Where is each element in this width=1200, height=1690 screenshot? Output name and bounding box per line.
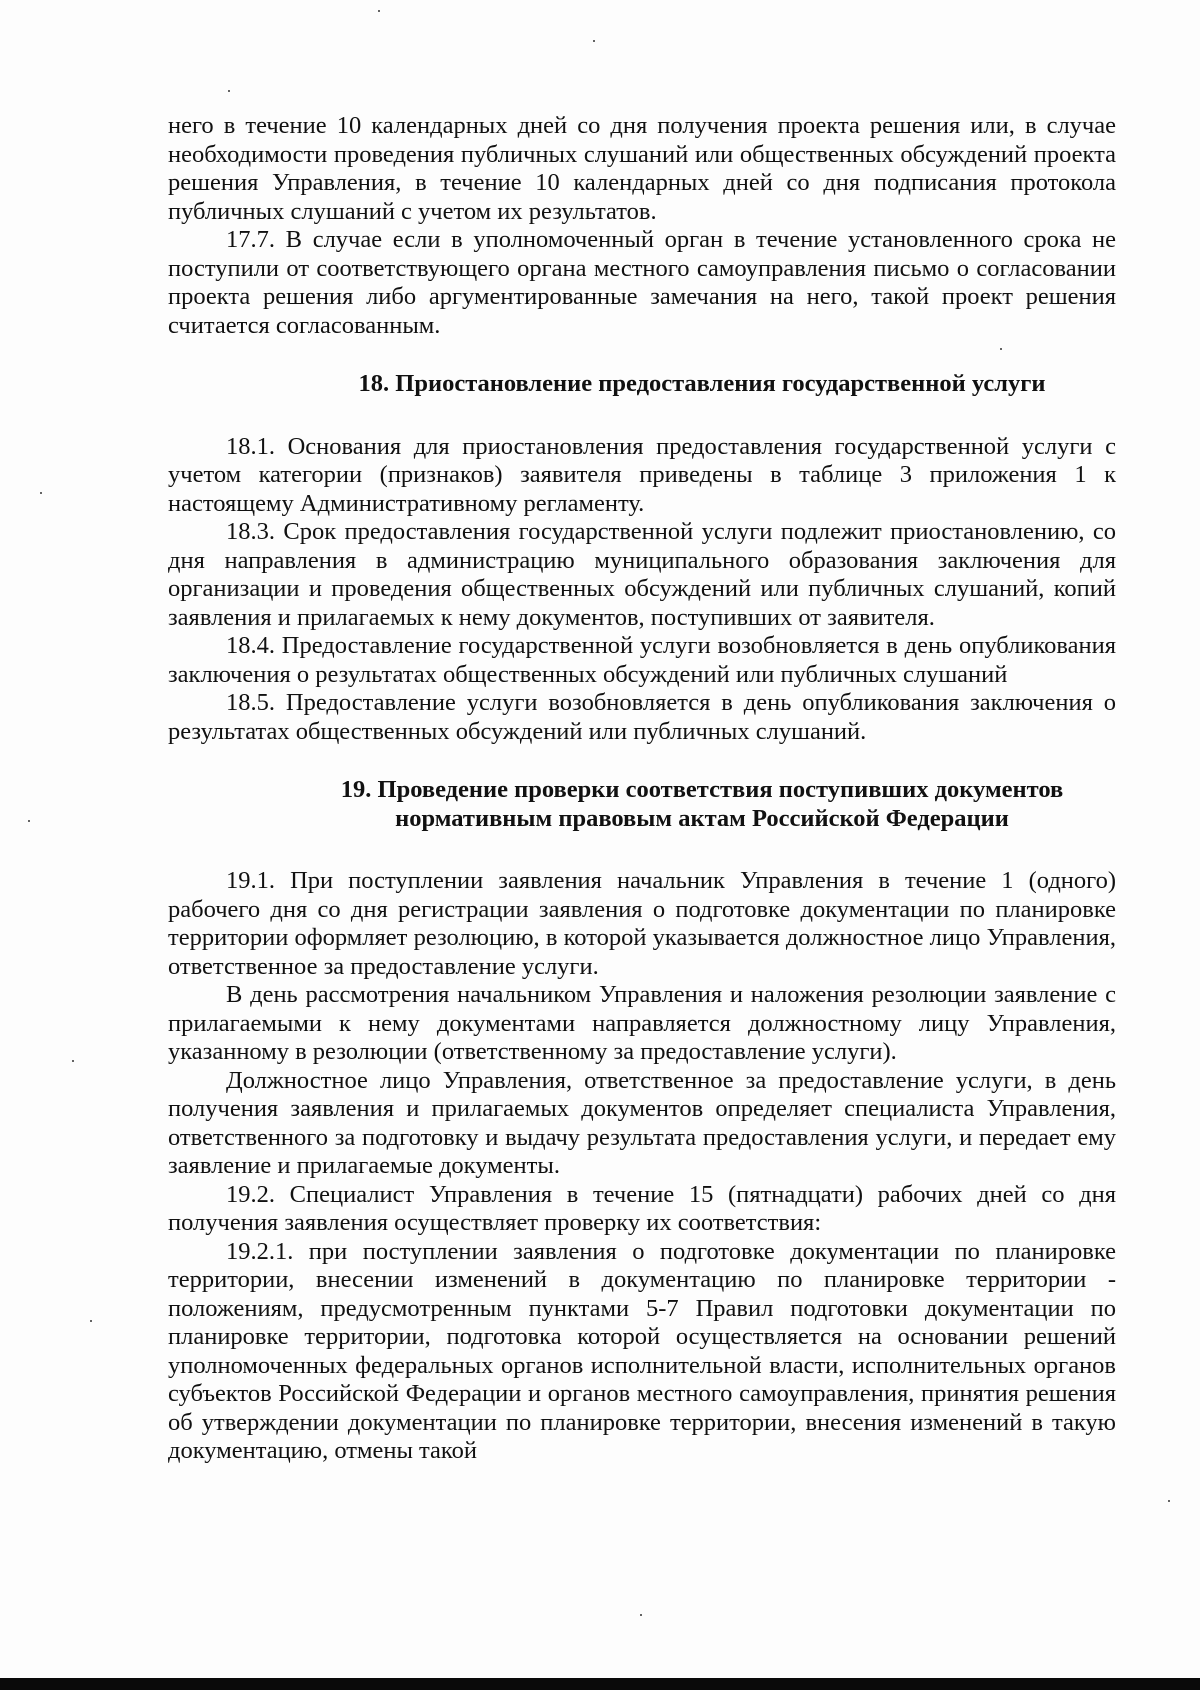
scan-speck — [228, 90, 230, 92]
paragraph-19-1-official: Должностное лицо Управления, ответственное за предоставление услуги, в день получения заявления и прилагаемых документов определяет специалиста Управления, ответственного за подготовку и выдачу результата предоставления услуги, и передает ему заявление и прилагаемые документы. — [168, 1066, 1116, 1179]
section-18-heading: 18. Приостановление предоставления государственной услуги — [358, 370, 1046, 397]
paragraph-19-2-1: 19.2.1. при поступлении заявления о подготовке документации по планировке территории, внесении изменений в документацию по планировке территории - положениям, предусмотренным пунктами 5-7 Правил подготовки документации по планировке территории, подготовка которой осуществляется на основании решений уполномоченных федеральных органов исполнительной власти, исполнительных органов субъектов Российской Федерации и органов местного самоуправления, принятия решения об утверждении документации по планировке территории, внесения изменений в такую документацию, отмены такой — [168, 1237, 1116, 1464]
scan-edge-bar — [0, 1678, 1200, 1690]
paragraph-17-7: 17.7. В случае если в уполномоченный орган в течение установленного срока не поступили от соответствующего органа местного самоуправления письмо о согласовании проекта решения либо аргументированные замечания на него, такой проект решения считается согласованным. — [168, 226, 1116, 339]
paragraph-18-5: 18.5. Предоставление услуги возобновляется в день опубликования заключения о результатах общественных обсуждений или публичных слушаний. — [168, 689, 1116, 745]
paragraph-18-3: 18.3. Срок предоставления государственной услуги подлежит приостановлению, со дня направления в администрацию муниципального образования заключения для организации и проведения общественных обсуждений или публичных слушаний, копий заявления и прилагаемых к нему документов, поступивших от заявителя. — [168, 518, 1116, 631]
scan-speck — [640, 1614, 642, 1616]
scan-speck — [72, 1060, 74, 1062]
scan-speck — [1168, 1500, 1170, 1502]
section-19-heading-line-2: нормативным правовым актам Российской Федерации — [395, 804, 1009, 832]
paragraph-19-1: 19.1. При поступлении заявления начальник Управления в течение 1 (одного) рабочего дня со дня регистрации заявления о подготовке документации по планировке территории оформляет резолюцию, в которой указывается должностное лицо Управления, ответственное за предоставление услуги. — [168, 867, 1116, 980]
paragraph-18-1: 18.1. Основания для приостановления предоставления государственной услуги с учетом категории (признаков) заявителя приведены в таблице 3 приложения 1 к настоящему Административному регламенту. — [168, 432, 1116, 517]
scan-speck — [28, 820, 30, 822]
scan-speck — [40, 492, 42, 494]
scan-speck — [90, 1320, 92, 1322]
section-19-heading-line-1: 19. Проведение проверки соответствия поступивших документов — [340, 776, 1064, 803]
scan-speck — [378, 10, 380, 12]
paragraph-19-1-review: В день рассмотрения начальником Управления и наложения резолюции заявление с прилагаемыми к нему документами направляется должностному лицу Управления, указанному в резолюции (ответственному за предоставление услуги). — [168, 981, 1116, 1065]
document-body — [168, 112, 1116, 1466]
paragraph-19-2: 19.2. Специалист Управления в течение 15 (пятнадцати) рабочих дней со дня получения заявления осуществляет проверку их соответствия: — [168, 1180, 1116, 1236]
section-19-heading — [168, 776, 1116, 833]
paragraph-18-4: 18.4. Предоставление государственной услуги возобновляется в день опубликования заключения о результатах общественных обсуждений или публичных слушаний — [168, 632, 1116, 688]
paragraph-continuation: него в течение 10 календарных дней со дня получения проекта решения или, в случае необходимости проведения публичных слушаний или общественных обсуждений проекта решения Управления, в течение 10 календарных дней со дня подписания протокола публичных слушаний с учетом их результатов. — [168, 112, 1116, 225]
scan-speck — [593, 40, 595, 42]
